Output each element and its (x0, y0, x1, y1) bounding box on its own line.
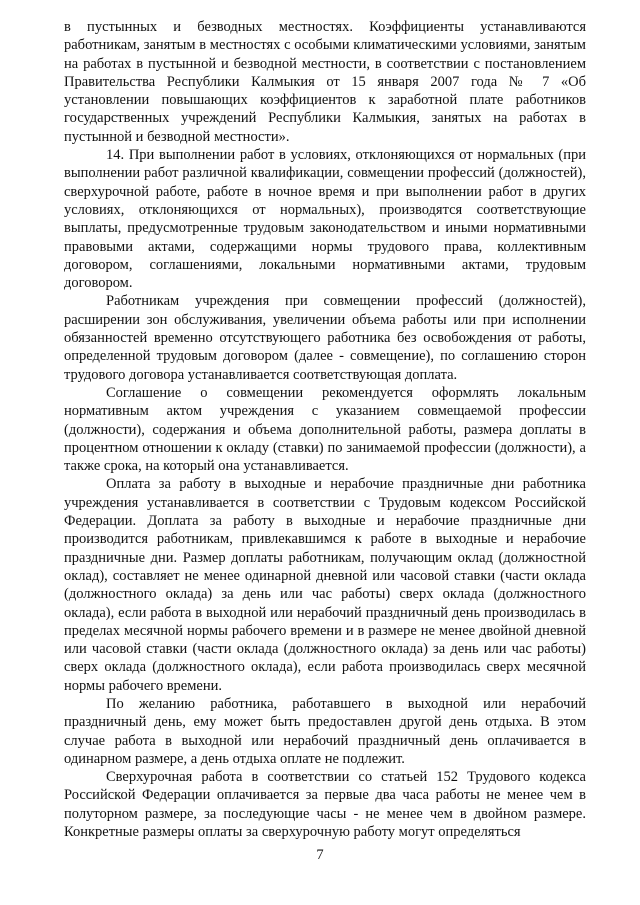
paragraph-overtime: Сверхурочная работа в соответствии со статьей 152 Трудового кодекса Российской Федерации оплачивается за первые два часа работы не менее чем в полуторном размере, за последующие часы - не менее чем в двойном размере. Конкретные размеры оплаты за сверхурочную работу могут определяться (64, 769, 586, 841)
page-number: 7 (316, 847, 324, 863)
document-body (64, 18, 586, 841)
paragraph-continuation: в пустынных и безводных местностях. Коэффициенты устанавливаются работникам, занятым в местностях с особыми климатическими условиями, занятым на работах в пустынной и безводной местности, в соответствии с постановлением Правительства Республики Калмыкия от 15 января 2007 года № 7 «Об установлении повышающих коэффициентов к заработной плате работников государственных учреждений Республики Калмыкия, занятых на работах в пустынной и безводной местности». (64, 19, 586, 145)
paragraph-item-14: 14. При выполнении работ в условиях, отклоняющихся от нормальных (при выполнении работ различной квалификации, совмещении профессий (должностей), сверхурочной работе, работе в ночное время и при выполнении работ в других условиях, отклоняющихся от нормальных), производятся соответствующие выплаты, предусмотренные трудовым законодательством и иными нормативными правовыми актами, содержащими нормы трудового права, коллективным договором, соглашениями, локальными нормативными актами, трудовым договором. (64, 147, 586, 292)
paragraph-combination-of-positions: Работникам учреждения при совмещении профессий (должностей), расширении зон обслуживания, увеличении объема работы или при исполнении обязанностей временно отсутствующего работника без освобождения от работы, определенной трудовым договором (далее - совмещение), по соглашению сторон трудового договора устанавливается соответствующая доплата. (64, 293, 586, 383)
paragraph-holiday-pay: Оплата за работу в выходные и нерабочие праздничные дни работника учреждения устанавливается в соответствии с Трудовым кодексом Российской Федерации. Доплата за работу в выходные и нерабочие праздничные дни производится работникам, привлекавшимся к работе в выходные и нерабочие праздничные дни. Размер доплаты работникам, получающим оклад (должностной оклад), составляет не менее одинарной дневной или часовой ставки (части оклада (должностного оклада) за день или час работы) сверх оклада (должностного оклада), если работа в выходной или нерабочий праздничный день производилась в пределах месячной нормы рабочего времени и в размере не менее двойной дневной или часовой ставки (части оклада (должностного оклада) за день или час работы) сверх оклада (должностного оклада), если работа производилась сверх месячной нормы рабочего времени. (64, 476, 586, 694)
paragraph-day-off: По желанию работника, работавшего в выходной или нерабочий праздничный день, ему может быть предоставлен другой день отдыха. В этом случае работа в выходной или нерабочий праздничный день оплачивается в одинарном размере, а день отдыха оплате не подлежит. (64, 695, 586, 767)
paragraph-combination-agreement: Соглашение о совмещении рекомендуется оформлять локальным нормативным актом учреждения с указанием совмещаемой профессии (должности), содержания и объема дополнительной работы, размера доплаты в процентном отношении к окладу (ставки) по занимаемой профессии (должности), а также срока, на который она устанавливается. (64, 384, 586, 475)
